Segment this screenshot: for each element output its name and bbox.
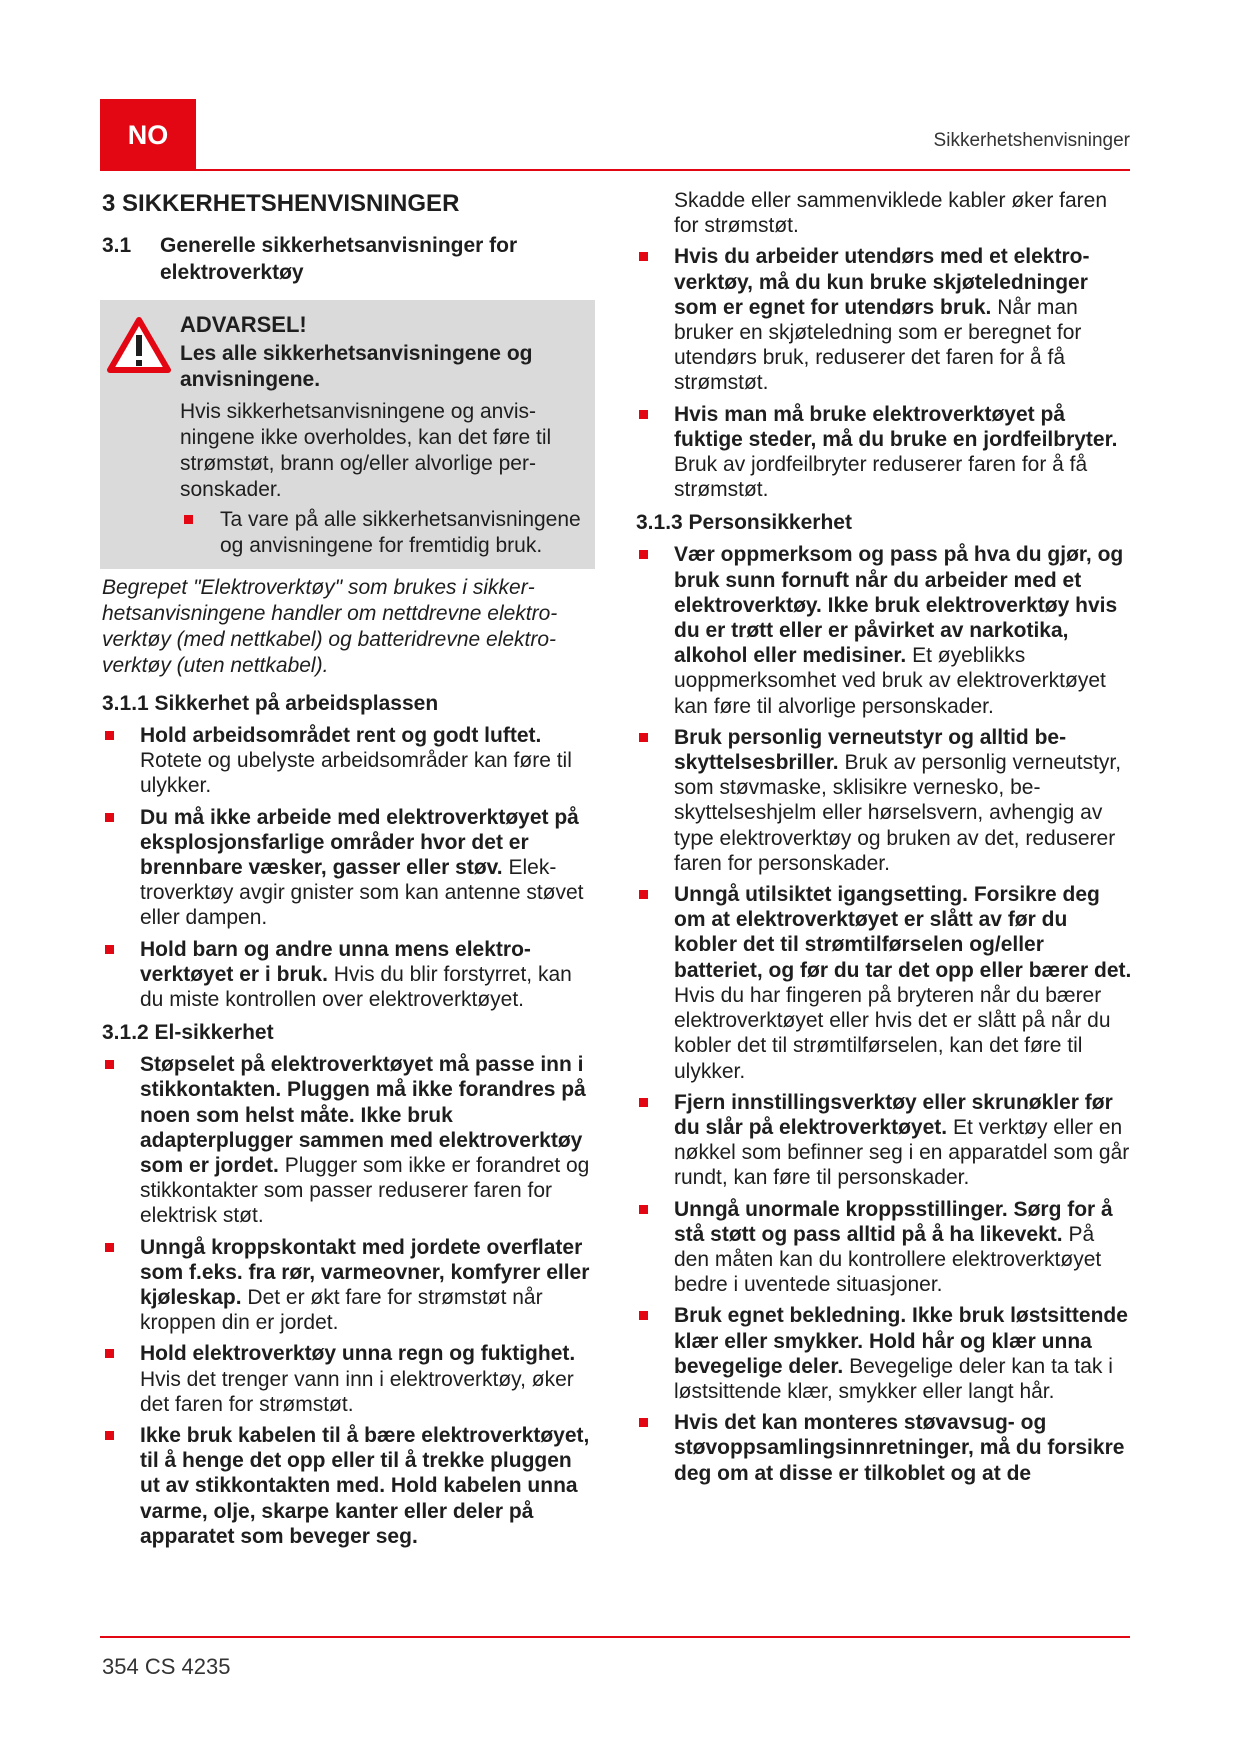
warning-strong: Les alle sikkerhetsanvisningene og anvisningene. xyxy=(180,342,533,391)
list-item xyxy=(102,937,597,1013)
chapter-title: 3 SIKKERHETSHENVISNINGER xyxy=(102,190,460,217)
item-text: Elektroverktøy avgir gnister som kan antenne støvet eller dampen. xyxy=(140,856,584,930)
bullet-square-icon xyxy=(184,515,193,524)
item-text: Plugger som ikke er forandret og stikkontakter som passer reduserer faren for elektrisk støt. xyxy=(140,1154,590,1228)
section-number: 3.1 xyxy=(102,234,132,257)
bullet-square-icon xyxy=(105,1431,114,1440)
item-bold: Hvis du arbeider utendørs med et elektroverktøy, må du kun bruke skjøteledninger som er egnet for utendørs bruk. xyxy=(674,245,1090,319)
warning-triangle-icon xyxy=(106,316,172,374)
bullet-square-icon xyxy=(639,1418,648,1427)
section-title-line-2: elektroverktøy xyxy=(160,261,304,284)
section-title-line-1: Generelle sikkerhetsanvisninger for xyxy=(160,234,518,257)
bullet-square-icon xyxy=(639,410,648,419)
electrical-list xyxy=(102,1052,597,1549)
subsection-title-personal: 3.1.3 Personsikkerhet xyxy=(636,511,852,535)
list-item xyxy=(102,723,597,799)
item-bold: Unngå utilsiktet igangsetting. Forsikre deg om at elektroverktøyet er slått av før du kobler det til strømtilførselen og/eller batteriet, og før du tar det opp eller bærer det. xyxy=(674,883,1132,982)
item-bold: Hold barn og andre unna mens elektroverktøyet er i bruk. xyxy=(140,937,531,986)
bullet-square-icon xyxy=(105,945,114,954)
list-item xyxy=(636,402,1132,503)
item-bold: Støpselet på elektroverktøyet må passe inn i stikkontakten. Pluggen må ikke forandres på noen som helst måte. Ikke bruk adapterplugger sammen med elektroverktøy som er jordet. xyxy=(140,1053,586,1178)
definition-note: Begrepet "Elektroverktøy" som brukes i sikkerhetsanvisningene handler om nettdrevne elektroverktøy (med nettkabel) og batteridrevne elektroverktøy (uten nettkabel). xyxy=(102,576,558,677)
left-column xyxy=(102,190,597,1557)
bullet-square-icon xyxy=(105,731,114,740)
bullet-square-icon xyxy=(639,252,648,261)
list-item xyxy=(636,244,1132,395)
bullet-square-icon xyxy=(105,1243,114,1252)
running-header: Sikkerhetshenvisninger xyxy=(933,130,1130,151)
item-bold: Ikke bruk kabelen til å bære elektroverktøyet, til å henge det opp eller til å trekke pluggen ut av stikkontakten med. Hold kabelen unna varme, olje, skarpe kanter eller deler på apparatet som beveger seg. xyxy=(140,1424,590,1548)
bullet-square-icon xyxy=(639,1205,648,1214)
item-bold: Hold arbeidsområdet rent og godt luftet. xyxy=(140,724,542,747)
list-item xyxy=(636,1410,1132,1486)
bullet-square-icon xyxy=(639,1311,648,1320)
warning-text: Hvis sikkerhetsanvisningene og anvisningene ikke overholdes, kan det føre til strømstøt, brann og/eller alvorlige personskader. xyxy=(180,400,552,501)
bullet-square-icon xyxy=(639,733,648,742)
warning-bullet-text: Ta vare på alle sikkerhetsanvisningene og anvisningene for fremtidig bruk. xyxy=(220,508,581,557)
list-item xyxy=(102,1052,597,1228)
list-item xyxy=(636,1197,1132,1298)
item-text: Et verktøy eller en nøkkel som befinner seg i en apparatdel som går rundt, kan føre til personskader. xyxy=(674,1115,1130,1190)
warning-bullet xyxy=(180,507,581,559)
item-text: Bruk av jordfeilbryter reduserer faren for å få strømstøt. xyxy=(674,453,1088,502)
item-text: Bevegelige deler kan ta tak i løstsittende klær, smykker eller langt hår. xyxy=(674,1354,1113,1403)
item-bold: Hold elektroverktøy unna regn og fuktighet. xyxy=(140,1342,576,1366)
list-item xyxy=(102,1341,597,1417)
page-footer: 354 CS 4235 xyxy=(102,1654,231,1679)
electrical-list-continued xyxy=(636,244,1132,502)
list-item xyxy=(102,805,597,931)
item-text: Et øyeblikks uoppmerksomhet ved bruk av elektroverktøyet kan føre til alvorlige personskader. xyxy=(674,644,1106,718)
bullet-square-icon xyxy=(639,890,648,899)
language-tab: NO xyxy=(100,99,196,171)
item-bold: Bruk egnet bekledning. Ikke bruk løstsittende klær eller smykker. Hold hår og klær unna bevegelige deler. xyxy=(674,1304,1128,1378)
item-text: På den måten kan du kontrollere elektroverktøyet bedre i uventede situasjoner. xyxy=(674,1222,1102,1297)
list-item xyxy=(636,1303,1132,1404)
list-item xyxy=(636,725,1132,876)
item-text: Rotete og ubelyste arbeidsområder kan føre til ulykker. xyxy=(140,749,572,798)
item-text: Bruk av personlig verneutstyr, som støvmaske, sklisikre vernesko, beskyttelseshjelm eller hørselsvern, avhengig av type elektroverktøy og bruken av det, reduserer faren for personskader. xyxy=(674,751,1122,875)
item-bold: Vær oppmerksom og pass på hva du gjør, og bruk sunn fornuft når du arbeider med et elektroverktøy. Ikke bruk elektroverktøy hvis du er trøtt eller er påvirket av narkotika, alkohol eller medisiner. xyxy=(674,543,1124,668)
warning-title: ADVARSEL! xyxy=(180,312,307,337)
list-item xyxy=(102,1423,597,1549)
item-text: Hvis du blir forstyrret, kan du miste kontrollen over elektroverktøyet. xyxy=(140,962,572,1012)
item-bold: Fjern innstillingsverktøy eller skrunøkler før du slår på elektroverktøyet. xyxy=(674,1090,1113,1139)
bullet-square-icon xyxy=(639,550,648,559)
item-bold: Unngå unormale kroppsstillinger. Sørg for å stå støtt og pass alltid på å ha likevekt. xyxy=(674,1197,1113,1246)
continued-text: Skadde eller sammenviklede kabler øker faren for strømstøt. xyxy=(674,189,1108,238)
workplace-list xyxy=(102,723,597,1012)
item-bold: Hvis man må bruke elektroverktøyet på fuktige steder, må du bruke en jordfeilbryter. xyxy=(674,402,1118,451)
bullet-square-icon xyxy=(639,1098,648,1107)
bullet-square-icon xyxy=(105,813,114,822)
item-bold: Unngå kroppskontakt med jordete overflater som f.eks. fra rør, varmeovner, komfyrer eller kjøleskap. xyxy=(140,1235,590,1310)
item-bold: Hvis det kan monteres støvavsug- og støvoppsamlingsinnretninger, må du forsikre deg om at disse er tilkoblet og at de xyxy=(674,1411,1125,1485)
item-text: Når man bruker en skjøteledning som er beregnet for utendørs bruk, reduserer det faren for å få strømstøt. xyxy=(674,295,1082,395)
personal-safety-list xyxy=(636,542,1132,1485)
header-divider xyxy=(100,169,1130,171)
list-item xyxy=(636,882,1132,1084)
item-text: Hvis du har fingeren på bryteren når du bærer elektroverktøyet eller hvis det er slått på når du kobler det til strømtilførselen, kan det føre til ulykker. xyxy=(674,983,1111,1083)
item-bold: Bruk personlig verneutstyr og alltid beskyttelsesbriller. xyxy=(674,725,1067,775)
footer-divider xyxy=(100,1636,1130,1638)
list-item xyxy=(636,542,1132,718)
list-item xyxy=(636,1090,1132,1191)
item-bold: Du må ikke arbeide med elektroverktøyet på eksplosjonsfarlige områder hvor det er brennbare væsker, gasser eller støv. xyxy=(140,805,579,880)
section-heading xyxy=(102,232,597,286)
warning-box xyxy=(100,300,595,569)
bullet-square-icon xyxy=(105,1060,114,1069)
bullet-square-icon xyxy=(105,1349,114,1358)
right-column xyxy=(636,188,1132,1494)
item-text: Det er økt fare for strømstøt når kroppen din er jordet. xyxy=(140,1286,543,1335)
item-text: Hvis det trenger vann inn i elektroverktøy, øker det faren for strømstøt. xyxy=(140,1367,574,1416)
subsection-title-workplace: 3.1.1 Sikkerhet på arbeidsplassen xyxy=(102,692,439,715)
list-item xyxy=(102,1235,597,1336)
subsection-title-electrical: 3.1.2 El-sikkerhet xyxy=(102,1021,274,1045)
